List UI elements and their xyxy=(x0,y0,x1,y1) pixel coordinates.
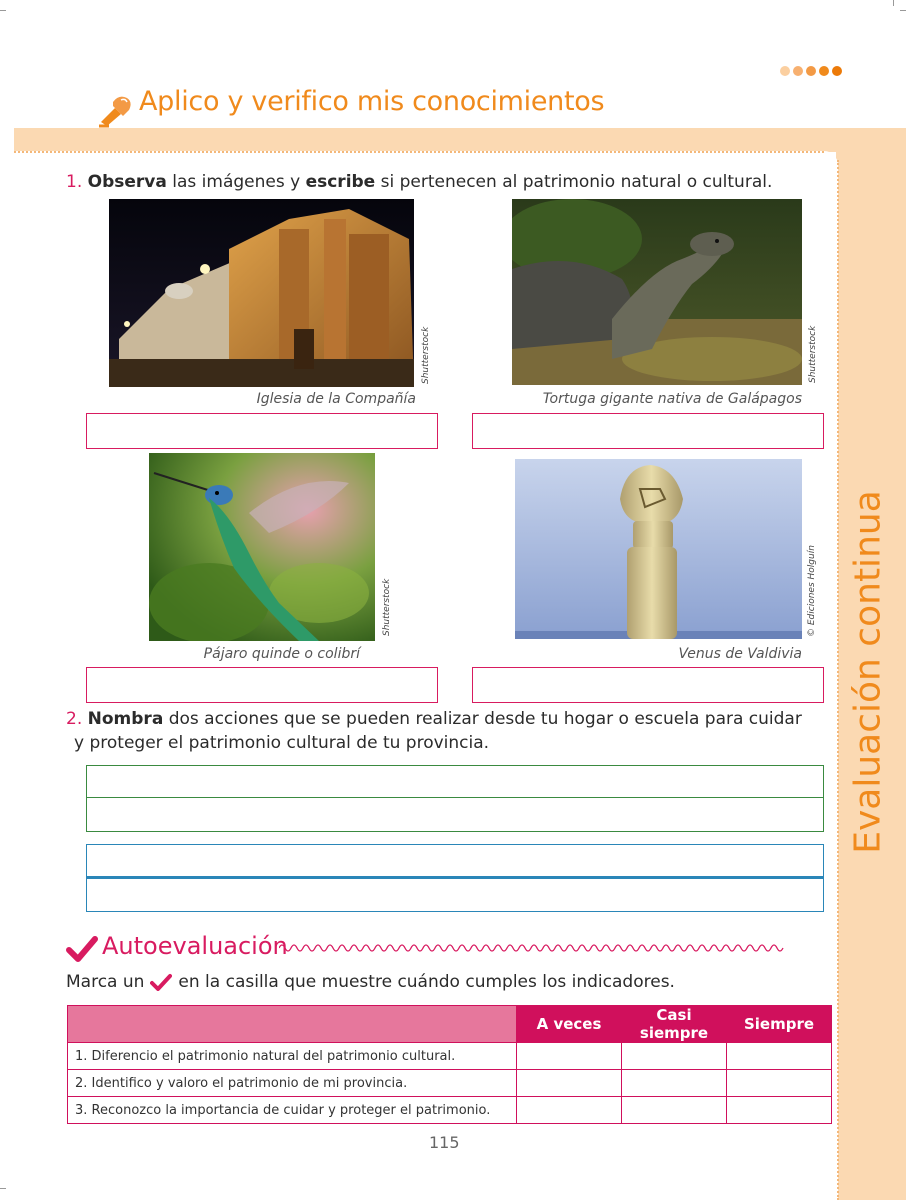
question-verb: Nombra xyxy=(87,709,164,729)
progress-dot xyxy=(832,66,842,76)
side-tab-label: Evaluación continua xyxy=(847,490,889,854)
checkbox-cell[interactable] xyxy=(622,1097,727,1124)
answer-box[interactable] xyxy=(86,413,438,449)
venus-figurine-photo xyxy=(515,459,802,639)
indicator-label: 3. Reconozco la importancia de cuidar y proteger el patrimonio. xyxy=(68,1097,517,1124)
question-verb: Observa xyxy=(87,172,167,192)
table-header-row xyxy=(68,1006,832,1043)
hummingbird-photo xyxy=(149,453,375,641)
self-evaluation-table xyxy=(67,1005,832,1124)
column-header: Siempre xyxy=(727,1006,832,1043)
answer-line-1[interactable] xyxy=(86,765,824,798)
section-title: Aplico y verifico mis conocimientos xyxy=(139,86,605,117)
header-band xyxy=(14,128,906,152)
table-header-blank xyxy=(68,1006,517,1043)
answer-box[interactable] xyxy=(472,413,824,449)
photo-caption: Tortuga gigante nativa de Galápagos xyxy=(542,391,802,407)
instruction-text: Marca un xyxy=(66,972,145,992)
answer-line-2[interactable] xyxy=(86,798,824,832)
table-row xyxy=(68,1070,832,1097)
progress-dot xyxy=(780,66,790,76)
dotted-border xyxy=(14,151,824,153)
question-1 xyxy=(66,172,772,192)
checkbox-cell[interactable] xyxy=(517,1097,622,1124)
photo-credit: © Ediciones Holguín xyxy=(807,545,817,637)
question-verb: escribe xyxy=(305,172,376,192)
wave-decoration xyxy=(279,938,785,958)
indicator-label: 1. Diferencio el patrimonio natural del patrimonio cultural. xyxy=(68,1043,517,1070)
checkbox-cell[interactable] xyxy=(727,1043,832,1070)
answer-box[interactable] xyxy=(472,667,824,703)
checkbox-cell[interactable] xyxy=(622,1043,727,1070)
crop-mark xyxy=(0,10,6,11)
checkbox-cell[interactable] xyxy=(517,1043,622,1070)
indicator-label: 2. Identifico y valoro el patrimonio de mi provincia. xyxy=(68,1070,517,1097)
question-number: 1. xyxy=(66,172,83,192)
column-header: Casi siempre xyxy=(622,1006,727,1043)
photo-caption: Iglesia de la Compañía xyxy=(256,391,416,407)
checkbox-cell[interactable] xyxy=(517,1070,622,1097)
progress-dot xyxy=(806,66,816,76)
photo-caption: Venus de Valdivia xyxy=(678,646,802,662)
question-text: dos acciones que se pueden realizar desde tu hogar o escuela para cuidar xyxy=(163,709,802,729)
question-text: y proteger el patrimonio cultural de tu provincia. xyxy=(74,733,490,753)
photo-credit: Shutterstock xyxy=(808,325,818,383)
instruction-text: en la casilla que muestre cuándo cumples los indicadores. xyxy=(178,972,675,992)
column-header: A veces xyxy=(517,1006,622,1043)
question-2 xyxy=(66,707,802,755)
wave-path xyxy=(279,945,783,951)
progress-dot xyxy=(793,66,803,76)
autoevaluation-instruction xyxy=(66,972,675,992)
table-row xyxy=(68,1043,832,1070)
checkmark-icon xyxy=(66,935,98,963)
question-number: 2. xyxy=(66,709,83,729)
crop-mark xyxy=(900,10,906,11)
answer-line-4[interactable] xyxy=(86,877,824,912)
dotted-border xyxy=(837,160,839,1200)
checkmark-icon xyxy=(150,973,172,991)
checkbox-cell[interactable] xyxy=(727,1070,832,1097)
answer-box[interactable] xyxy=(86,667,438,703)
question-text: si pertenecen al patrimonio natural o cultural. xyxy=(375,172,773,192)
crop-mark xyxy=(0,1188,6,1189)
progress-dot xyxy=(819,66,829,76)
checkbox-cell[interactable] xyxy=(727,1097,832,1124)
photo-caption: Pájaro quinde o colibrí xyxy=(203,646,360,662)
crop-mark xyxy=(893,0,894,6)
checkbox-cell[interactable] xyxy=(622,1070,727,1097)
photo-credit: Shutterstock xyxy=(421,326,431,384)
progress-dots xyxy=(780,66,842,76)
hand-writing-icon xyxy=(97,92,135,128)
answer-line-3[interactable] xyxy=(86,844,824,877)
question-text: las imágenes y xyxy=(166,172,306,192)
photo-credit: Shutterstock xyxy=(382,578,392,636)
page-number: 115 xyxy=(429,1133,460,1152)
tortoise-photo xyxy=(512,199,802,385)
table-row xyxy=(68,1097,832,1124)
church-photo xyxy=(109,199,414,387)
autoevaluation-title: Autoevaluación xyxy=(102,932,288,960)
